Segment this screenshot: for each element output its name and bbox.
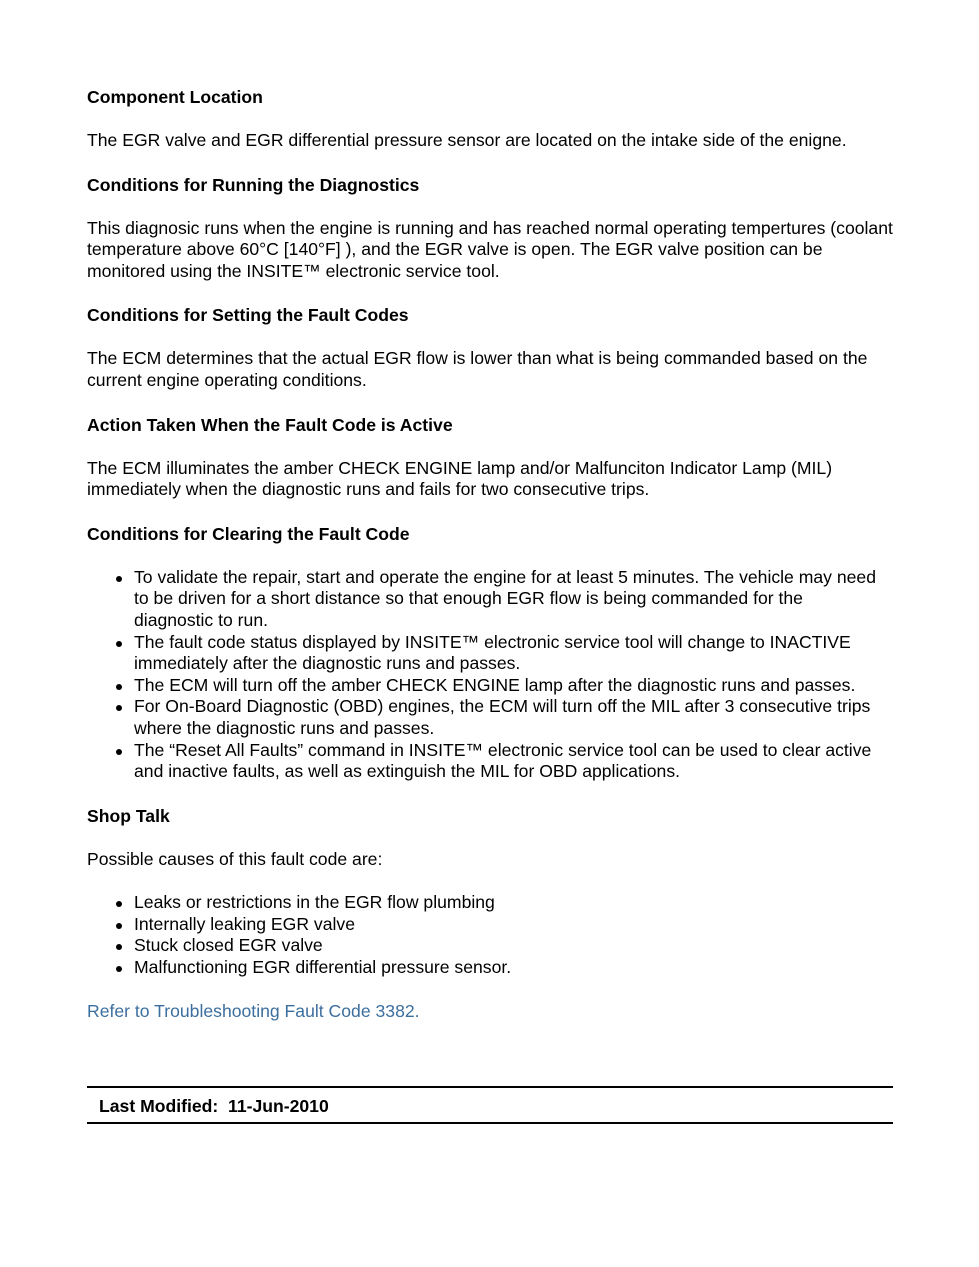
bullet-icon — [116, 923, 122, 929]
shop-talk-intro: Possible causes of this fault code are: — [87, 848, 383, 869]
list-item: For On-Board Diagnostic (OBD) engines, the ECM will turn off the MIL after 3 consecutive trips where the diagnostic runs and passes. — [87, 696, 887, 739]
list-item: To validate the repair, start and operate the engine for at least 5 minutes. The vehicle may need to be driven for a short distance so that enough EGR flow is being commanded for the diagnostic to run. — [87, 567, 887, 632]
list-item: The fault code status displayed by INSITE™ electronic service tool will change to INACTIVE immediately after the diagnostic runs and passes. — [87, 632, 887, 675]
component-location-heading: Component Location — [87, 87, 263, 107]
list-item: The ECM will turn off the amber CHECK ENGINE lamp after the diagnostic runs and passes. — [87, 675, 887, 697]
bullet-icon — [116, 749, 122, 755]
action-taken-heading: Action Taken When the Fault Code is Active — [87, 414, 453, 435]
conditions-setting-text: The ECM determines that the actual EGR flow is lower than what is being commanded based on the current engine operating conditions. — [87, 348, 868, 390]
document-body — [87, 86, 893, 1022]
component-location-text: The EGR valve and EGR differential pressure sensor are located on the intake side of the enigne. — [87, 130, 847, 150]
list-item: Leaks or restrictions in the EGR flow plumbing — [87, 892, 893, 914]
bullet-icon — [116, 705, 122, 711]
action-taken-text: The ECM illuminates the amber CHECK ENGINE lamp and/or Malfunciton Indicator Lamp (MIL) immediately when the diagnostic runs and fails for two consecutive trips. — [87, 457, 833, 500]
last-modified-label: Last Modified: 11-Jun-2010 — [99, 1096, 329, 1116]
conditions-clearing-heading: Conditions for Clearing the Fault Code — [87, 523, 410, 544]
conditions-running-heading: Conditions for Running the Diagnostics — [87, 174, 420, 195]
bullet-icon — [116, 901, 122, 907]
conditions-setting-heading: Conditions for Setting the Fault Codes — [87, 305, 409, 326]
bullet-icon — [116, 684, 122, 690]
shop-talk-heading: Shop Talk — [87, 805, 170, 826]
list-item: The “Reset All Faults” command in INSITE™ electronic service tool can be used to clear active and inactive faults, as well as extinguish the MIL for OBD applications. — [87, 740, 887, 783]
bullet-icon — [116, 641, 122, 647]
conditions-running-text: This diagnosic runs when the engine is running and has reached normal operating tempertures (coolant temperature above 60°C [140°F] ), and the EGR valve is open. The EGR valve position can be monitored using the INSITE™ electronic service tool. — [87, 217, 893, 281]
list-item: Malfunctioning EGR differential pressure sensor. — [87, 957, 893, 979]
causes-list — [87, 892, 893, 978]
troubleshooting-link[interactable]: Refer to Troubleshooting Fault Code 3382. — [87, 1000, 420, 1021]
footer-bar — [87, 1086, 893, 1124]
list-item: Stuck closed EGR valve — [87, 935, 893, 957]
list-item: Internally leaking EGR valve — [87, 914, 893, 936]
bullet-icon — [116, 966, 122, 972]
bullet-icon — [116, 944, 122, 950]
bullet-icon — [116, 576, 122, 582]
clearing-list — [87, 567, 887, 783]
